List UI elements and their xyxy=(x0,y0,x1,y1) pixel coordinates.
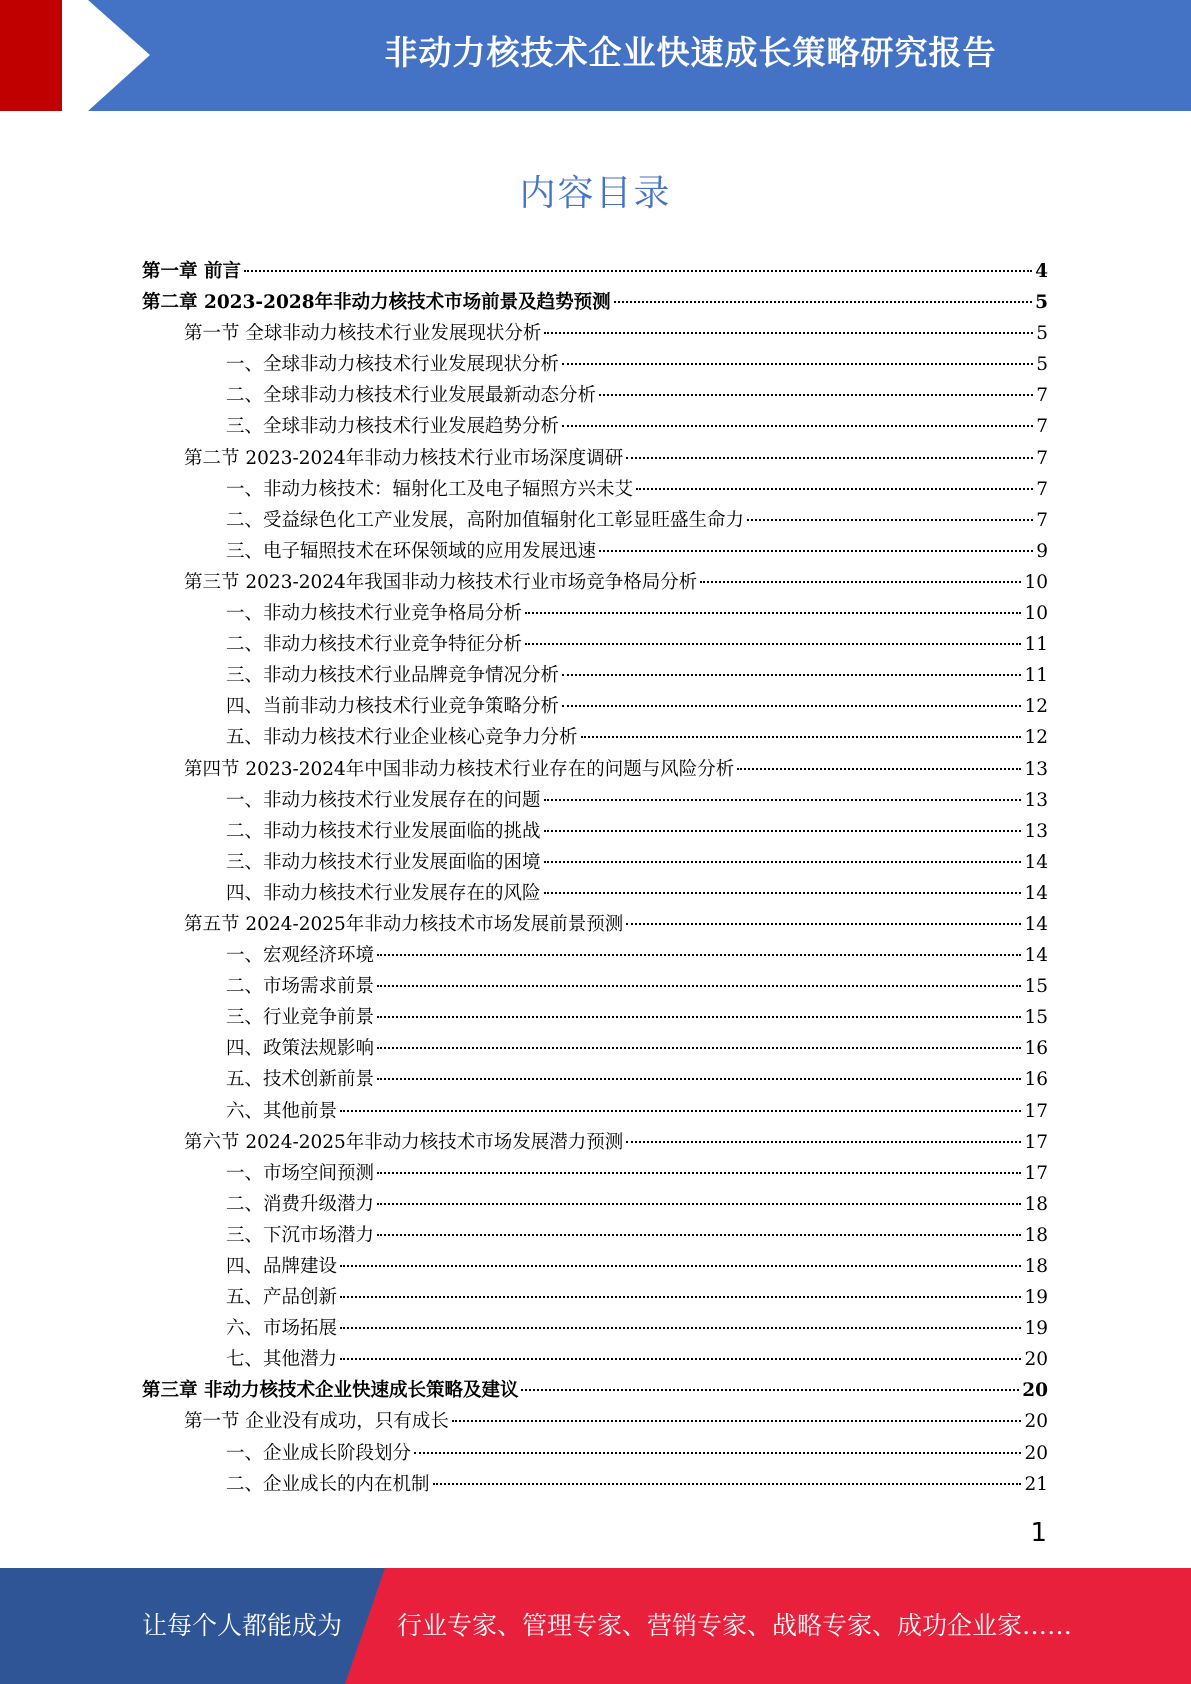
footer-slogan-right: 行业专家、管理专家、营销专家、战略专家、成功企业家…… xyxy=(397,1611,1073,1640)
toc-entry-label: 六、市场拓展 xyxy=(226,1318,338,1340)
toc-entry-page: 7 xyxy=(1036,478,1048,500)
toc-dot-leader xyxy=(626,923,1021,925)
toc-entry[interactable] xyxy=(142,1438,1048,1469)
toc-entry-page: 11 xyxy=(1024,634,1048,656)
toc-entry-label: 一、非动力核技术：辐射化工及电子辐照方兴未艾 xyxy=(226,478,634,500)
toc-entry-label: 一、企业成长阶段划分 xyxy=(226,1442,412,1464)
toc-dot-leader xyxy=(599,394,1033,396)
toc-entry-page: 16 xyxy=(1024,1069,1048,1091)
toc-entry-page: 20 xyxy=(1024,1411,1048,1433)
toc-dot-leader xyxy=(340,1358,1021,1360)
toc-entry-page: 13 xyxy=(1024,820,1048,842)
toc-entry-page: 14 xyxy=(1024,882,1048,904)
toc-dot-leader xyxy=(433,1483,1022,1485)
toc-entry[interactable] xyxy=(142,567,1048,598)
toc-entry-label: 一、市场空间预测 xyxy=(226,1162,375,1184)
toc-entry-page: 7 xyxy=(1036,447,1048,469)
toc-entry-page: 21 xyxy=(1024,1473,1048,1495)
toc-entry[interactable] xyxy=(142,1313,1048,1344)
toc-entry[interactable] xyxy=(142,474,1048,505)
toc-entry-page: 12 xyxy=(1024,696,1048,718)
toc-entry-label: 第六节 2024-2025年非动力核技术市场发展潜力预测 xyxy=(184,1131,624,1153)
toc-dot-leader xyxy=(614,301,1033,303)
toc-entry-page: 19 xyxy=(1024,1318,1048,1340)
toc-entry[interactable] xyxy=(142,878,1048,909)
toc-entry-label: 二、非动力核技术行业发展面临的挑战 xyxy=(226,820,541,842)
toc-dot-leader xyxy=(747,519,1033,521)
toc-dot-leader xyxy=(636,488,1033,490)
table-of-contents xyxy=(142,256,1048,1500)
toc-entry-page: 5 xyxy=(1035,292,1048,314)
toc-entry-page: 20 xyxy=(1024,1442,1048,1464)
document-title: 非动力核技术企业快速成长策略研究报告 xyxy=(384,33,997,72)
toc-entry-page: 18 xyxy=(1024,1256,1048,1277)
toc-dot-leader xyxy=(562,363,1033,365)
toc-entry[interactable] xyxy=(142,536,1048,567)
toc-dot-leader xyxy=(340,1327,1021,1329)
toc-entry-label: 一、非动力核技术行业竞争格局分析 xyxy=(226,603,523,625)
toc-entry[interactable] xyxy=(142,1375,1048,1406)
toc-dot-leader xyxy=(626,1141,1021,1143)
toc-entry[interactable] xyxy=(142,1158,1048,1189)
toc-dot-leader xyxy=(562,674,1021,676)
toc-entry[interactable] xyxy=(142,443,1048,474)
toc-entry[interactable] xyxy=(142,1469,1048,1500)
toc-dot-leader xyxy=(700,581,1021,583)
toc-entry[interactable] xyxy=(142,598,1048,629)
toc-entry-page: 20 xyxy=(1022,1380,1048,1402)
toc-dot-leader xyxy=(452,1420,1022,1422)
toc-entry[interactable] xyxy=(142,754,1048,785)
toc-entry[interactable] xyxy=(142,816,1048,847)
toc-entry-label: 第一节 企业没有成功，只有成长 xyxy=(184,1411,449,1433)
toc-entry-label: 三、全球非动力核技术行业发展趋势分析 xyxy=(226,416,560,438)
toc-entry-page: 5 xyxy=(1036,354,1048,376)
toc-entry-label: 二、企业成长的内在机制 xyxy=(226,1473,430,1495)
toc-entry[interactable] xyxy=(142,1096,1048,1127)
toc-entry[interactable] xyxy=(142,318,1048,349)
toc-entry-label: 三、行业竞争前景 xyxy=(226,1007,375,1029)
toc-dot-leader xyxy=(377,1234,1021,1236)
toc-entry-label: 二、市场需求前景 xyxy=(226,976,375,998)
toc-heading: 内容目录 xyxy=(519,173,672,214)
toc-entry[interactable] xyxy=(142,629,1048,660)
toc-entry-page: 14 xyxy=(1024,851,1048,873)
toc-entry-label: 二、消费升级潜力 xyxy=(226,1193,375,1215)
toc-entry-label: 第二章 2023-2028年非动力核技术市场前景及趋势预测 xyxy=(142,292,611,314)
toc-entry-label: 第二节 2023-2024年非动力核技术行业市场深度调研 xyxy=(184,447,624,469)
toc-entry-page: 7 xyxy=(1036,385,1048,407)
toc-dot-leader xyxy=(377,1047,1021,1049)
toc-entry-page: 17 xyxy=(1024,1100,1048,1122)
toc-dot-leader xyxy=(581,736,1022,738)
toc-entry-label: 五、产品创新 xyxy=(226,1287,338,1309)
toc-entry[interactable] xyxy=(142,940,1048,971)
toc-entry-page: 12 xyxy=(1024,727,1048,749)
toc-entry[interactable] xyxy=(142,1220,1048,1251)
page-number: 1 xyxy=(1030,1518,1047,1548)
toc-entry[interactable] xyxy=(142,411,1048,442)
toc-dot-leader xyxy=(377,1172,1021,1174)
toc-entry[interactable] xyxy=(142,722,1048,753)
toc-entry-label: 三、电子辐照技术在环保领域的应用发展迅速 xyxy=(226,540,597,562)
toc-entry-page: 15 xyxy=(1024,976,1048,998)
toc-entry-label: 二、非动力核技术行业竞争特征分析 xyxy=(226,634,523,656)
toc-entry-page: 19 xyxy=(1024,1287,1048,1309)
toc-dot-leader xyxy=(737,768,1021,770)
toc-entry-label: 第五节 2024-2025年非动力核技术市场发展前景预测 xyxy=(184,913,624,935)
toc-entry-page: 14 xyxy=(1024,913,1048,935)
toc-entry-label: 第三章 非动力核技术企业快速成长策略及建议 xyxy=(142,1380,519,1402)
toc-dot-leader xyxy=(544,332,1033,334)
toc-entry-page: 10 xyxy=(1024,603,1048,625)
toc-entry-page: 15 xyxy=(1024,1007,1048,1029)
toc-dot-leader xyxy=(377,1016,1021,1018)
toc-entry-page: 16 xyxy=(1024,1038,1048,1060)
toc-dot-leader xyxy=(544,861,1022,863)
toc-dot-leader xyxy=(244,270,1032,272)
toc-entry-page: 5 xyxy=(1036,323,1048,345)
toc-entry-page: 17 xyxy=(1024,1162,1048,1184)
toc-entry-page: 11 xyxy=(1024,665,1048,687)
toc-entry-label: 第一章 前言 xyxy=(142,261,241,282)
toc-dot-leader xyxy=(525,612,1021,614)
toc-entry-label: 第四节 2023-2024年中国非动力核技术行业存在的问题与风险分析 xyxy=(184,758,735,780)
toc-dot-leader xyxy=(340,1265,1021,1267)
toc-entry-page: 4 xyxy=(1035,261,1048,282)
toc-entry[interactable] xyxy=(142,1406,1048,1437)
toc-entry-label: 五、技术创新前景 xyxy=(226,1069,375,1091)
toc-entry-label: 第一节 全球非动力核技术行业发展现状分析 xyxy=(184,323,542,345)
toc-entry-label: 一、全球非动力核技术行业发展现状分析 xyxy=(226,354,560,376)
toc-entry[interactable] xyxy=(142,287,1048,318)
toc-dot-leader xyxy=(562,705,1021,707)
toc-dot-leader xyxy=(544,799,1022,801)
toc-entry-label: 五、非动力核技术行业企业核心竞争力分析 xyxy=(226,727,578,749)
toc-entry-page: 18 xyxy=(1024,1193,1048,1215)
toc-dot-leader xyxy=(414,1452,1021,1454)
toc-entry-page: 10 xyxy=(1024,571,1048,593)
footer-slogan-left: 让每个人都能成为 xyxy=(142,1611,343,1640)
toc-entry-page: 9 xyxy=(1036,540,1048,562)
footer-banner xyxy=(0,1568,1191,1684)
toc-entry-label: 六、其他前景 xyxy=(226,1100,338,1122)
toc-entry-page: 13 xyxy=(1024,758,1048,780)
toc-entry-page: 7 xyxy=(1036,509,1048,531)
toc-entry[interactable] xyxy=(142,909,1048,940)
header-banner xyxy=(0,0,1191,111)
toc-entry[interactable] xyxy=(142,691,1048,722)
toc-entry-label: 四、非动力核技术行业发展存在的风险 xyxy=(226,882,541,904)
toc-entry-label: 二、全球非动力核技术行业发展最新动态分析 xyxy=(226,385,597,407)
toc-entry[interactable] xyxy=(142,1344,1048,1375)
toc-entry-page: 7 xyxy=(1036,416,1048,438)
toc-entry-label: 一、宏观经济环境 xyxy=(226,945,375,967)
toc-dot-leader xyxy=(626,457,1033,459)
toc-entry-label: 三、非动力核技术行业发展面临的困境 xyxy=(226,851,541,873)
toc-entry-label: 四、政策法规影响 xyxy=(226,1038,375,1060)
toc-entry[interactable] xyxy=(142,971,1048,1002)
toc-entry-page: 20 xyxy=(1024,1349,1048,1371)
toc-entry-page: 13 xyxy=(1024,789,1048,811)
toc-dot-leader xyxy=(340,1296,1021,1298)
toc-entry[interactable] xyxy=(142,1033,1048,1064)
toc-entry-label: 二、受益绿色化工产业发展，高附加值辐射化工彰显旺盛生命力 xyxy=(226,509,745,531)
toc-dot-leader xyxy=(562,425,1033,427)
toc-entry-page: 18 xyxy=(1024,1224,1048,1246)
toc-entry-label: 七、其他潜力 xyxy=(226,1349,338,1371)
toc-entry-label: 三、下沉市场潜力 xyxy=(226,1224,375,1246)
toc-entry[interactable] xyxy=(142,1127,1048,1158)
toc-dot-leader xyxy=(377,1203,1021,1205)
toc-dot-leader xyxy=(377,954,1021,956)
toc-dot-leader xyxy=(525,643,1021,645)
toc-entry[interactable] xyxy=(142,380,1048,411)
toc-entry-label: 四、品牌建设 xyxy=(226,1256,338,1277)
toc-dot-leader xyxy=(377,985,1021,987)
toc-entry-label: 三、非动力核技术行业品牌竞争情况分析 xyxy=(226,665,560,687)
toc-entry[interactable] xyxy=(142,1251,1048,1282)
toc-entry[interactable] xyxy=(142,660,1048,691)
toc-entry[interactable] xyxy=(142,847,1048,878)
toc-entry[interactable] xyxy=(142,256,1048,287)
toc-entry-label: 第三节 2023-2024年我国非动力核技术行业市场竞争格局分析 xyxy=(184,571,698,593)
toc-dot-leader xyxy=(377,1078,1021,1080)
toc-entry[interactable] xyxy=(142,1189,1048,1220)
toc-dot-leader xyxy=(544,830,1022,832)
toc-entry-label: 四、当前非动力核技术行业竞争策略分析 xyxy=(226,696,560,718)
toc-entry-page: 17 xyxy=(1024,1131,1048,1153)
toc-entry[interactable] xyxy=(142,1282,1048,1313)
toc-entry[interactable] xyxy=(142,1064,1048,1095)
toc-entry[interactable] xyxy=(142,505,1048,536)
toc-entry[interactable] xyxy=(142,349,1048,380)
toc-entry-page: 14 xyxy=(1024,945,1048,967)
toc-entry-label: 一、非动力核技术行业发展存在的问题 xyxy=(226,789,541,811)
toc-dot-leader xyxy=(544,892,1022,894)
toc-dot-leader xyxy=(599,550,1033,552)
toc-entry[interactable] xyxy=(142,785,1048,816)
toc-entry[interactable] xyxy=(142,1002,1048,1033)
toc-dot-leader xyxy=(340,1110,1021,1112)
toc-dot-leader xyxy=(521,1389,1019,1391)
